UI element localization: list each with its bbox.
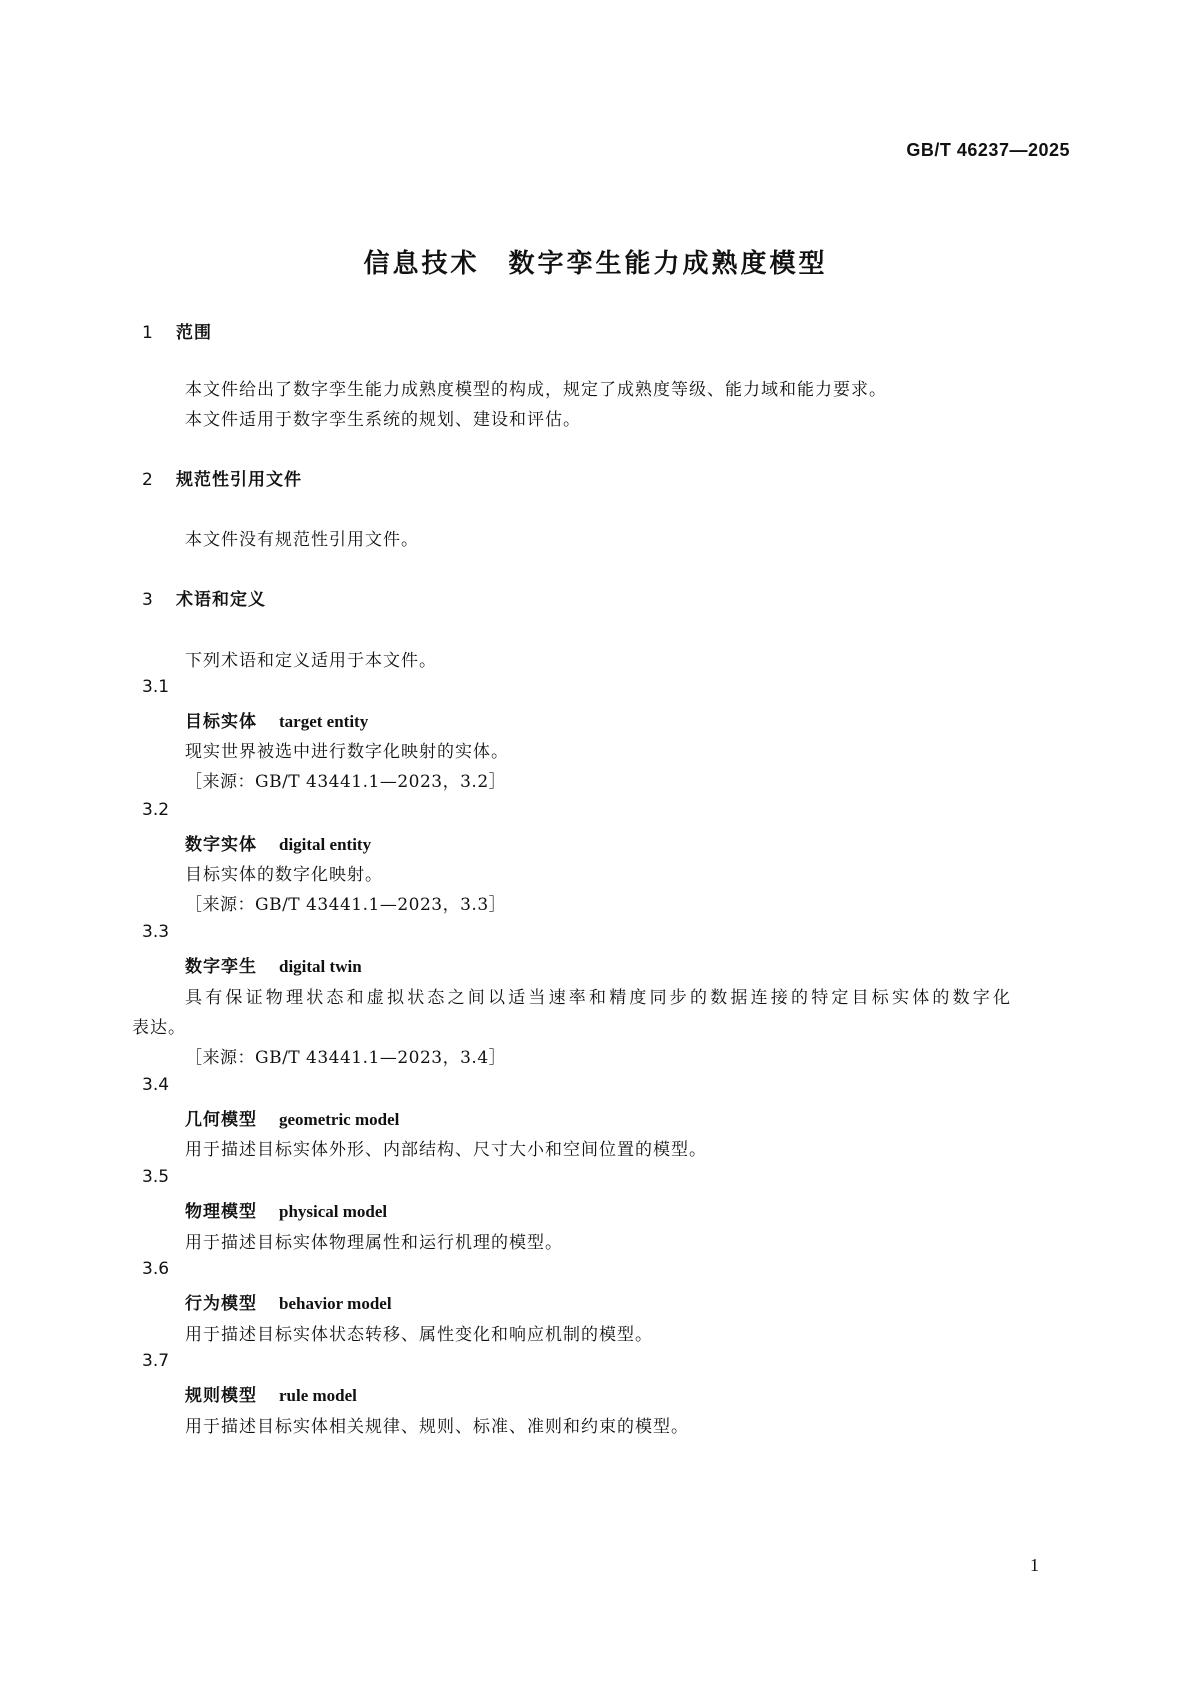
term-entry	[185, 1381, 357, 1406]
page-number: 1	[1030, 1555, 1039, 1575]
term-entry	[185, 1289, 392, 1314]
section-heading-normative-references	[142, 465, 302, 490]
paragraph: 本文件没有规范性引用文件。	[185, 530, 419, 550]
section-title: 规范性引用文件	[176, 470, 302, 490]
term-number: 3.2	[142, 800, 170, 820]
term-definition: 用于描述目标实体相关规律、规则、标准、准则和约束的模型。	[185, 1417, 689, 1437]
term-number: 3.7	[142, 1351, 170, 1371]
term-number: 3.6	[142, 1259, 170, 1279]
term-source: ［来源：GB/T 43441.1—2023，3.2］	[185, 772, 507, 792]
term-chinese: 行为模型	[185, 1294, 257, 1314]
term-definition: 用于描述目标实体状态转移、属性变化和响应机制的模型。	[185, 1325, 653, 1345]
term-definition: 具有保证物理状态和虚拟状态之间以适当速率和精度同步的数据连接的特定目标实体的数字化	[185, 988, 1014, 1008]
term-chinese: 几何模型	[185, 1110, 257, 1130]
term-number: 3.5	[142, 1167, 170, 1187]
term-english: digital entity	[279, 835, 372, 854]
section-heading-terms	[142, 585, 266, 610]
section-heading-scope	[142, 318, 212, 343]
term-english: physical model	[279, 1202, 388, 1221]
term-english: target entity	[279, 712, 369, 731]
term-chinese: 规则模型	[185, 1386, 257, 1406]
term-number: 3.1	[142, 677, 170, 697]
term-chinese: 目标实体	[185, 712, 257, 732]
term-source: ［来源：GB/T 43441.1—2023，3.3］	[185, 895, 507, 915]
term-definition: 用于描述目标实体外形、内部结构、尺寸大小和空间位置的模型。	[185, 1140, 707, 1160]
term-english: rule model	[279, 1386, 357, 1405]
section-number: 2	[142, 470, 154, 490]
section-number: 3	[142, 590, 154, 610]
term-definition: 用于描述目标实体物理属性和运行机理的模型。	[185, 1233, 563, 1253]
term-english: digital twin	[279, 957, 362, 976]
term-english: behavior model	[279, 1294, 392, 1313]
term-source: ［来源：GB/T 43441.1—2023，3.4］	[185, 1048, 507, 1068]
term-entry	[185, 952, 362, 977]
term-chinese: 数字孪生	[185, 957, 257, 977]
term-chinese: 物理模型	[185, 1202, 257, 1222]
term-chinese: 数字实体	[185, 835, 257, 855]
term-definition: 现实世界被选中进行数字化映射的实体。	[185, 742, 509, 762]
term-number: 3.3	[142, 922, 170, 942]
paragraph: 本文件给出了数字孪生能力成熟度模型的构成，规定了成熟度等级、能力域和能力要求。	[185, 380, 887, 400]
term-entry	[185, 1197, 387, 1222]
term-entry	[185, 830, 371, 855]
term-english: geometric model	[279, 1110, 400, 1129]
term-definition: 目标实体的数字化映射。	[185, 865, 383, 885]
term-definition-continuation: 表达。	[132, 1018, 186, 1038]
section-title: 范围	[176, 323, 212, 343]
document-title: 信息技术 数字孪生能力成熟度模型	[363, 249, 828, 279]
term-number: 3.4	[142, 1075, 170, 1095]
term-entry	[185, 707, 368, 732]
section-number: 1	[142, 323, 154, 343]
term-entry	[185, 1105, 399, 1130]
standard-code: GB/T 46237—2025	[906, 140, 1070, 160]
paragraph: 下列术语和定义适用于本文件。	[185, 651, 437, 671]
paragraph: 本文件适用于数字孪生系统的规划、建设和评估。	[185, 410, 581, 430]
section-title: 术语和定义	[176, 590, 266, 610]
